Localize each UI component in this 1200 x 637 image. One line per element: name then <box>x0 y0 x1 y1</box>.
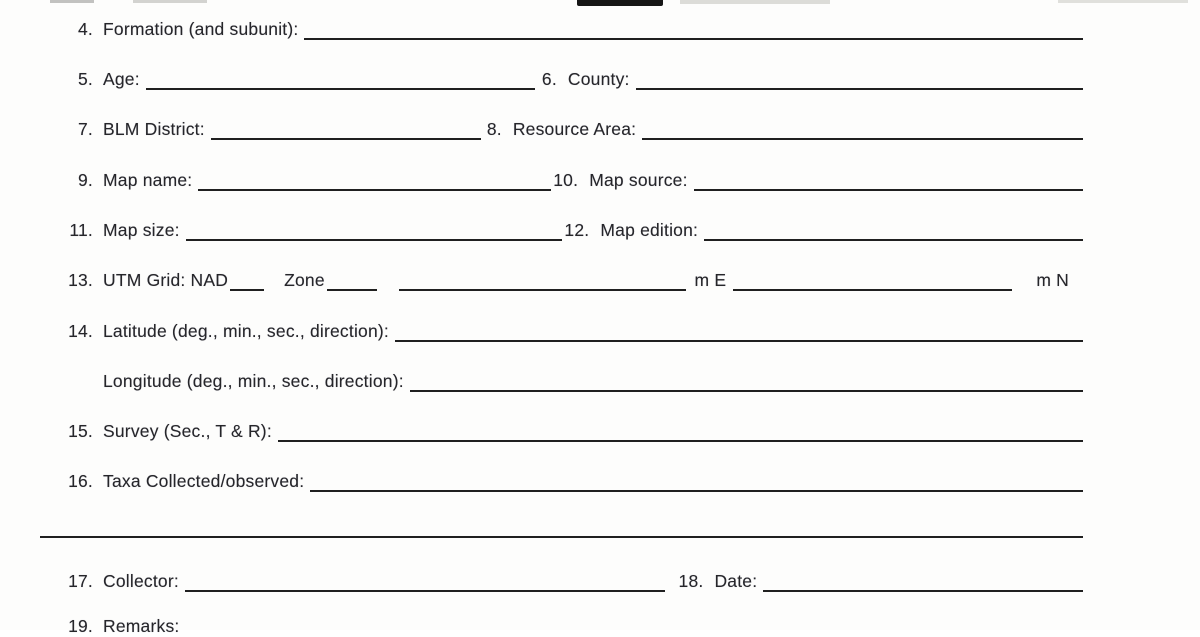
county-label: County: <box>567 69 630 89</box>
zone-input-line[interactable] <box>327 271 377 291</box>
field-number: 8. <box>486 119 502 139</box>
resource-area-label: Resource Area: <box>512 119 637 139</box>
date-input-line[interactable] <box>763 572 1083 592</box>
form-row-longitude <box>40 370 1083 392</box>
form-row-collector-date <box>40 570 1083 592</box>
field-number: 7. <box>78 119 93 139</box>
meters-east-label: m E <box>694 270 727 290</box>
longitude-label: Longitude (deg., min., sec., direction): <box>103 371 404 391</box>
survey-input-line[interactable] <box>278 422 1083 442</box>
map-name-input-line[interactable] <box>198 171 551 191</box>
map-size-input-line[interactable] <box>186 221 563 241</box>
field-number: 17. <box>68 571 93 591</box>
form-row-age-county <box>40 68 1083 90</box>
form-row-blm-resource <box>40 118 1083 140</box>
utm-northing-input-line[interactable] <box>733 271 1012 291</box>
date-label: Date: <box>714 571 758 591</box>
form-row-remarks <box>40 615 1083 637</box>
form-row-mapname-mapsource <box>40 169 1083 191</box>
meters-north-label: m N <box>1036 270 1069 290</box>
blm-district-label: BLM District: <box>103 119 205 139</box>
map-source-label: Map source: <box>589 170 688 190</box>
age-input-line[interactable] <box>146 70 535 90</box>
clipped-title-fragment <box>577 0 663 6</box>
gap <box>377 271 399 291</box>
form-row-taxa <box>40 470 1083 492</box>
map-source-input-line[interactable] <box>694 171 1083 191</box>
form-row-formation <box>40 18 1083 40</box>
age-label: Age: <box>103 69 140 89</box>
resource-area-input-line[interactable] <box>642 120 1083 140</box>
field-number: 15. <box>68 421 93 441</box>
remarks-label: Remarks: <box>103 616 180 636</box>
map-size-label: Map size: <box>103 220 180 240</box>
field-number: 18. <box>678 571 704 591</box>
field-number: 6. <box>541 69 557 89</box>
blm-district-input-line[interactable] <box>211 120 481 140</box>
utm-easting-input-line[interactable] <box>399 271 686 291</box>
latitude-input-line[interactable] <box>395 322 1083 342</box>
field-number: 11. <box>69 220 93 240</box>
form-row-survey <box>40 420 1083 442</box>
collector-label: Collector: <box>103 571 179 591</box>
form-row-utm-grid <box>40 269 1083 291</box>
field-number: 13. <box>68 270 93 290</box>
county-input-line[interactable] <box>636 70 1083 90</box>
clipped-title-fragment <box>1058 0 1188 3</box>
map-name-label: Map name: <box>103 170 193 190</box>
zone-label: Zone <box>284 270 325 290</box>
taxa-continuation-input-line[interactable] <box>40 536 1083 538</box>
nad-input-line[interactable] <box>230 271 264 291</box>
longitude-input-line[interactable] <box>410 372 1083 392</box>
map-edition-input-line[interactable] <box>704 221 1083 241</box>
survey-label: Survey (Sec., T & R): <box>103 421 272 441</box>
clipped-title-fragment <box>50 0 94 3</box>
field-number: 4. <box>78 19 93 39</box>
field-number: 16. <box>68 471 93 491</box>
clipped-title-fragment <box>133 0 207 3</box>
taxa-input-line[interactable] <box>310 472 1083 492</box>
form-row-latitude <box>40 320 1083 342</box>
field-number: 14. <box>68 321 93 341</box>
field-number: 10. <box>553 170 579 190</box>
form-row-mapsize-mapedition <box>40 219 1083 241</box>
field-number: 5. <box>78 69 93 89</box>
field-number: 19. <box>68 616 93 636</box>
field-number: 9. <box>78 170 93 190</box>
field-number: 12. <box>564 220 590 240</box>
latitude-label: Latitude (deg., min., sec., direction): <box>103 321 389 341</box>
formation-label: Formation (and subunit): <box>103 19 299 39</box>
formation-input-line[interactable] <box>304 20 1083 40</box>
map-edition-label: Map edition: <box>600 220 699 240</box>
utm-grid-nad-label: UTM Grid: NAD <box>103 270 229 290</box>
taxa-label: Taxa Collected/observed: <box>103 471 305 491</box>
clipped-title-fragment <box>680 0 830 4</box>
collector-input-line[interactable] <box>185 572 665 592</box>
